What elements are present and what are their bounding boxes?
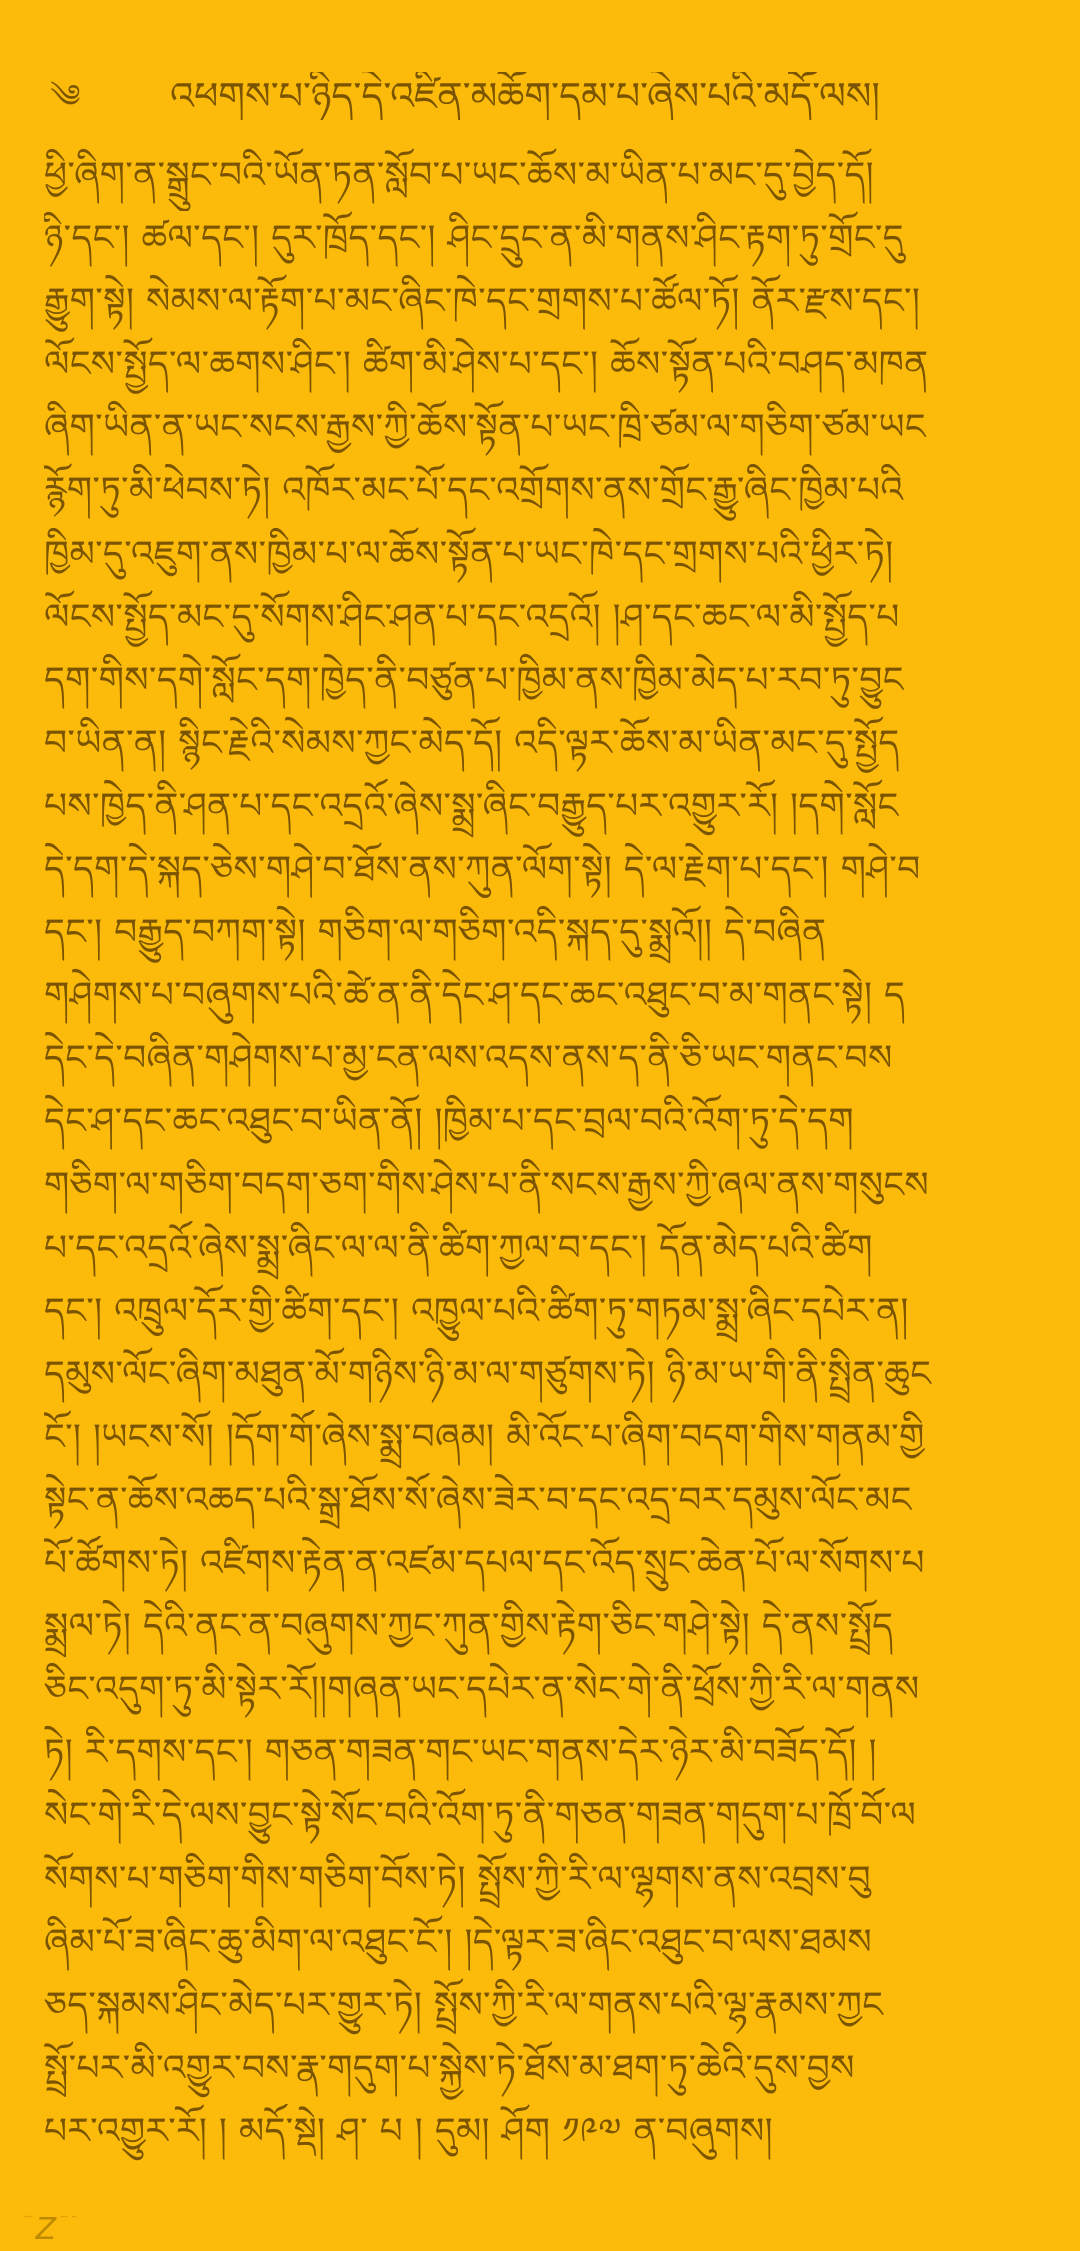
text-line: བ་ཡིན་ན། སྙིང་རྗེའི་སེམས་ཀྱང་མེད་དོ། འདི་ལྟར་ཆོས་མ་ཡིན་མང་དུ་སྤྱོད	[44, 722, 900, 764]
text-line: དེང་དེ་བཞིན་གཤེགས་པ་མྱ་ངན་ལས་འདས་ནས་ད་ནི་ཅི་ཡང་གནང་བས	[44, 1038, 893, 1080]
text-line: ཅད་སྐམས་ཤིང་མེད་པར་གྱུར་ཏེ། སྤྲོས་ཀྱི་རི་ལ་གནས་པའི་ལྷ་རྣམས་ཀྱང	[44, 1984, 884, 2026]
body-text	[44, 148, 1036, 2167]
text-line: དང་། འཁྲུལ་དོར་གྱི་ཚིག་དང་། འཁྱུལ་པའི་ཚིག་ཏུ་གཏམ་སྨྲ་ཞིང་དཔེར་ན།	[44, 1290, 909, 1332]
text-line: ཕྱི་ཞིག་ན་སྒྲུང་བའི་ཡོན་ཏན་སློབ་པ་ཡང་ཆོས་མ་ཡིན་པ་མང་དུ་བྱེད་དོ།	[44, 155, 874, 196]
watermark-right: ་་་ ་་	[60, 2213, 77, 2227]
text-line: ཞིག་ཡིན་ན་ཡང་སངས་རྒྱས་ཀྱི་ཆོས་སྟོན་པ་ཡང་ཁྲི་ཙམ་ལ་གཅིག་ཙམ་ཡང	[44, 407, 926, 449]
watermark	[20, 2213, 81, 2245]
text-line: ལོངས་སྤྱོད་མང་དུ་སོགས་ཤིང་ཤན་པ་དང་འདྲའོ། །ཤ་དང་ཆང་ལ་མི་སྤྱོད་པ	[44, 596, 900, 638]
watermark-letter: Z	[35, 2212, 57, 2247]
text-line: ཅིང་འདུག་ཏུ་མི་སྟེར་རོ།།གཞན་ཡང་དཔེར་ན་སེང་གེ་ནི་ཕྲོས་ཀྱི་རི་ལ་གནས	[44, 1669, 920, 1711]
text-line: པོ་ཚོགས་ཏེ། འཛིགས་རྟེན་ན་འཛམ་དཔལ་དང་འོད་སྲུང་ཆེན་པོ་ལ་སོགས་པ	[44, 1543, 925, 1585]
document-title: འཕགས་པ་ཉིད་དེ་འཛིན་མཆོག་དམ་པ་ཞེས་པའི་མདོ་ལས།	[170, 74, 880, 118]
text-line: སྨྲལ་ཏེ། དེའི་ནང་ན་བཞུགས་ཀྱང་ཀུན་གྱིས་རྟེག་ཅིང་གཤེ་སྟེ། དེ་ནས་སྤྲོད	[44, 1606, 894, 1648]
yig-mgo-mark: ༄	[50, 77, 81, 115]
text-line: སྟེང་ན་ཆོས་འཆད་པའི་སྒྲ་ཐོས་སོ་ཞེས་ཟེར་བ་དང་འདྲ་བར་དམུས་ལོང་མང	[44, 1479, 912, 1521]
text-line: ཞིམ་པོ་ཟ་ཞིང་ཆུ་མིག་ལ་འཐུང་ངོ་། །དེ་ལྟར་ཟ་ཞིང་འཐུང་བ་ལས་ཐམས	[44, 1921, 873, 1963]
title-row	[44, 72, 1036, 134]
text-line: པ་དང་འདྲའོ་ཞེས་སྨྲ་ཞིང་ལ་ལ་ནི་ཚིག་ཀྱལ་བ་དང་། དོན་མེད་པའི་ཚིག	[44, 1227, 873, 1269]
text-line: སེང་གེ་རི་དེ་ལས་བྱུང་སྟེ་སོང་བའི་འོག་ཏུ་ནི་གཅན་གཟན་གདུག་པ་ཁྲོ་བོ་ལ	[44, 1795, 917, 1837]
text-line: དེ་དག་དེ་སྐད་ཅེས་གཤེ་བ་ཐོས་ནས་ཀུན་ལོག་སྟེ། དེ་ལ་རྗེག་པ་དང་། གཤེ་བ	[44, 849, 921, 891]
text-line: ངོ་། །ཡངས་སོ། །དོག་གོ་ཞེས་སྨྲ་བཞམ། མི་འོང་པ་ཞིག་བདག་གིས་གནམ་གྱི	[44, 1416, 925, 1458]
text-line: སོགས་པ་གཅིག་གིས་གཅིག་བོས་ཏེ། སྤྲོས་ཀྱི་རི་ལ་ལྷགས་ནས་འབྲས་བུ	[44, 1858, 871, 1900]
text-line: དང་། བརྒྱུད་བཀག་སྟེ། གཅིག་ལ་གཅིག་འདི་སྐད་དུ་སྨྲའོ།། དེ་བཞིན	[44, 912, 827, 954]
text-line: གཤེགས་པ་བཞུགས་པའི་ཚེ་ན་ནི་དེང་ཤ་དང་ཆང་འཐུང་བ་མ་གནང་སྟེ། ད	[44, 975, 906, 1017]
text-line: རྙོག་ཏུ་མི་ཕེབས་ཏེ། འཁོར་མང་པོ་དང་འགྲོགས་ནས་གྲོང་རྒྱུ་ཞིང་ཁྱིམ་པའི	[44, 470, 904, 512]
text-line: རྒྱུག་སྟེ། སེམས་ལ་རྟོག་པ་མང་ཞིང་ཁེ་དང་གྲགས་པ་ཚོལ་ཏོ། ནོར་རྫས་དང་།	[44, 281, 921, 323]
text-line: དེང་ཤ་དང་ཆང་འཐུང་བ་ཡིན་ནོ། །ཁྱིམ་པ་དང་བྲལ་བའི་འོག་ཏུ་དེ་དག	[44, 1101, 854, 1143]
text-line: ལོངས་སྤྱོད་ལ་ཆགས་ཤིང་། ཚིག་མི་ཤེས་པ་དང་། ཆོས་སྟོན་པའི་བཤད་མཁན	[44, 344, 929, 386]
text-line: པར་འགྱུར་རོ། ། མདོ་སྡེ། ཤ་ པ ། དུམ། ཤོག ༡༩༧ ན་བཞུགས།	[44, 2110, 773, 2152]
text-line: པས་ཁྱེད་ནི་ཤན་པ་དང་འདྲའོ་ཞེས་སྨྲ་ཞིང་བརྒྱུད་པར་འགྱུར་རོ། །དགེ་སློང	[44, 785, 899, 827]
text-line: ཏེ། རི་དགས་དང་། གཅན་གཟན་གང་ཡང་གནས་དེར་ཉེར་མི་བཟོད་དོ། །	[44, 1732, 877, 1774]
text-line: ཁྱིམ་དུ་འཇུག་ནས་ཁྱིམ་པ་ལ་ཆོས་སྟོན་པ་ཡང་ཁེ་དང་གྲགས་པའི་ཕྱིར་ཏེ།	[44, 533, 894, 575]
text-line: དག་གིས་དགེ་སློང་དག་ཁྱེད་ནི་བཙུན་པ་ཁྱིམ་ནས་ཁྱིམ་མེད་པ་རབ་ཏུ་བྱུང	[44, 659, 904, 701]
text-line: དམུས་ལོང་ཞིག་མཐུན་མོ་གཉིས་ཉི་མ་ལ་གཙུགས་ཏེ། ཉི་མ་ཡ་གི་ནི་སྤྲིན་ཆུང	[44, 1353, 932, 1395]
text-line: གཅིག་ལ་གཅིག་བདག་ཅག་གིས་ཤེས་པ་ནི་སངས་རྒྱས་ཀྱི་ཞལ་ནས་གསུངས	[44, 1164, 930, 1206]
watermark-left: ་་་	[24, 2213, 32, 2227]
text-line: ཉི་དང་། ཚལ་དང་། དུར་ཁྲོད་དང་། ཤིང་དྲུང་ན་མི་གནས་ཤིང་རྟག་ཏུ་གྲོང་དུ	[44, 218, 904, 260]
text-line: སྤྲོ་པར་མི་འགྱུར་བས་རྣ་གདུག་པ་སྐྱེས་ཏེ་ཐོས་མ་ཐག་ཏུ་ཆེའི་དུས་བྱས	[44, 2047, 855, 2089]
